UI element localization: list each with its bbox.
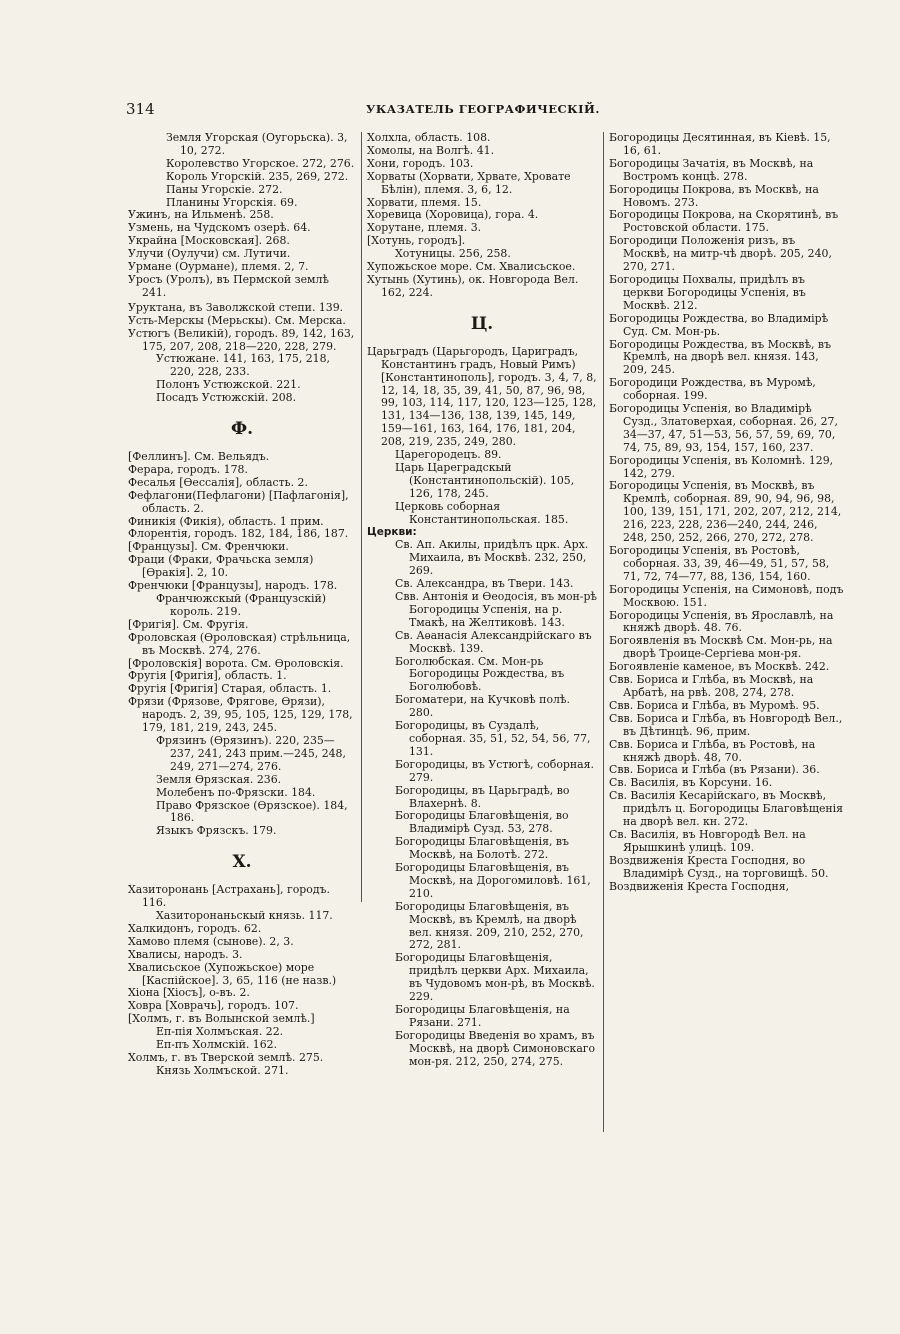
index-entry: Еп-пъ Холмскій. 162. [156,1038,278,1052]
index-entry: Богородици Рождества, въ Муромѣ, соборная. 199. [609,376,816,403]
index-entry: Молебенъ по-Фрязски. 184. [156,785,316,799]
index-entry: Хоревица (Хоровица), гора. 4. [367,208,539,222]
index-entry: Богородицы Зачатія, въ Москвѣ, на Востромъ концѣ. 278. [609,156,814,183]
index-entry: Богородицы Благовѣщенія, во Владимірѣ Сузд. 53, 278. [395,809,569,836]
index-entry: Царь Цареградскый (Константинопольскій). 105, 126, 178, 245. [395,460,575,500]
index-entry: Фесалья [Өессалія], область. 2. [128,475,308,489]
index-entry: Богородицы Успенія, во Владимірѣ Сузд., Златоверхая, соборная. 26, 27, 34—37, 47, 51—53, 56, 57, 59, 69, 70, 74, 75, 89, 93, 154, 157, 160, 237. [609,402,838,454]
index-entry: Уросъ (Уролъ), въ Пермской землѣ 241. [128,272,329,299]
index-entry: Хазиторонаньскый князь. 117. [156,909,333,923]
index-entry: Хорваты (Хорвати, Хрвате, Хровате Бѣлін), племя. 3, 6, 12. [367,169,571,196]
index-entry: Ферара, городъ. 178. [128,462,248,476]
index-entry: Король Угорскій. 235, 269, 272. [166,169,349,183]
index-entry: Холмъ, г. въ Тверской землѣ. 275. [128,1051,324,1064]
index-entry: Богородици Положенія ризъ, въ Москвѣ, на митр-чѣ дворѣ. 205, 240, 270, 271. [609,234,832,274]
index-entry: Св. Александра, въ Твери. 143. [395,577,574,591]
index-entry: Хвалисьское (Хупожьское) море [Каспійское]. 3, 65, 116 (не назв.) [128,960,337,987]
index-entry: Усть-Мерскы (Мерьскы). См. Мерска. [128,313,346,327]
index-entry: Уруктана, въ Заволжской степи. 139. [128,300,344,314]
index-entry: Фефлагони(Пефлагони) [Пафлагонія], область. 2. [128,488,349,515]
index-entry: Хамово племя (сынове). 2, 3. [128,934,294,948]
index-entry: Богородицы Десятинная, въ Кіевѣ. 15, 16, 61. [609,131,831,157]
index-entry: [Хотунь, городъ]. [367,234,466,248]
index-entry: Фругія [Фригія] Старая, область. 1. [128,682,332,696]
index-entry: Богородицы Покрова, въ Москвѣ, на Новомъ. 273. [609,182,819,209]
index-entry: Богородицы Рождества, во Владимірѣ Суд. См. Мон-рь. [609,311,829,338]
index-entry: Св. Аѳанасія Александрійскаго въ Москвѣ. 139. [395,628,592,655]
index-entry: Королевство Угорское. 272, 276. [166,156,355,170]
index-entry: Украйна [Московская]. 268. [128,234,290,248]
index-entry: Урмане (Оурмане), племя. 2, 7. [128,260,309,274]
index-entry: Св. Василія, въ Корсуни. 16. [609,776,773,790]
index-entry: Хомолы, на Волгѣ. 41. [367,143,495,157]
index-entry: Хорутане, племя. 3. [367,221,482,235]
index-entry: [Французы]. См. Френчюки. [128,540,289,554]
section-letter: Х. [232,852,252,873]
index-entry: Богородицы Благовѣщенія, въ Москвѣ, на Дорогомиловѣ. 161, 210. [395,861,591,900]
index-entry: Паны Угорскіе. 272. [166,182,283,196]
index-entry: Свв. Бориса и Глѣба, въ Ростовѣ, на княжѣ дворѣ. 48, 70. [609,737,816,764]
index-entry: Богородицы Благовѣщенія, въ Москвѣ, въ Кремлѣ, на дворѣ вел. князя. 209, 210, 252, 270, 272, 281. [395,899,584,952]
index-entry: Право Фрязское (Өрязское). 184, 186. [156,798,348,825]
index-entry: Устюжане. 141, 163, 175, 218, 220, 228, 233. [156,352,330,379]
index-entry: Халкидонъ, городъ. 62. [128,921,262,935]
section-letter: Ц. [470,313,494,334]
index-entry: Хони, городъ. 103. [367,156,474,170]
index-entry: Посадъ Устюжскій. 208. [156,391,297,405]
index-entry: Полонъ Устюжской. 221. [156,378,301,392]
index-entry: Богоявленія въ Москвѣ См. Мон-рь, на дворѣ Троице-Сергіева мон-ря. [609,634,833,661]
index-entry: Свв. Антонія и Өеодосія, въ мон-рѣ Богородицы Успенія, на р. Тмакѣ, на Желтиковѣ. 143. [395,590,597,629]
column-divider [603,132,604,1132]
section-letter: Ф. [230,419,254,440]
index-entry: Богородицы Рождества, въ Москвѣ, въ Кремлѣ, на дворѣ вел. князя. 143, 209, 245. [609,337,831,377]
index-entry: Фругія [Фригія], область. 1. [128,669,287,683]
index-entry: Хутынь (Хутинь), ок. Новгорода Вел. 162, 224. [367,272,579,299]
index-entry: Св. Ап. Акилы, придѣлъ црк. Арх. Михаила, въ Москвѣ. 232, 250, 269. [395,538,589,578]
index-columns [128,132,842,1302]
index-entry: Боголюбская. См. Мон-рь Богородицы Рождества, въ Боголюбовѣ. [395,654,565,694]
index-entry: [Фригія]. См. Фругія. [128,617,249,631]
column-divider [361,132,362,902]
index-entry: Богородицы Благовѣщенія, на Рязани. 271. [395,1003,570,1029]
index-entry: Царьградъ (Царьгородъ, Цариградъ, Константинъ градъ, Новый Римъ) [Константинополь], городъ. 3, 4, 7, 8, 12, 14, 18, 35, 39, 41, 50, 87, 96, 98, 99, 103, 114, 117, 120, 123—125, 128, 131, 134—136, 138, 139, 145, 149, 159—161, 163, 164, 176, 181, 204, 208, 219, 235, 249, 280. [367,344,597,449]
index-entry: Холхла, область. 108. [367,131,491,144]
running-title: УКАЗАТЕЛЬ ГЕОГРАФИЧЕСКІЙ. [366,102,600,116]
index-entry: Богородицы Введенія во храмъ, въ Москвѣ, на дворѣ Симоновскаго мон-ря. 212, 250, 274, 275. [395,1028,596,1068]
index-entry: Свв. Бориса и Глѣба, въ Муромѣ. 95. [609,698,820,712]
index-entry: Богородицы, въ Устюгѣ, соборная. 279. [395,757,594,784]
index-entry: Богородицы Успенія, въ Ростовѣ, соборная. 33, 39, 46—49, 51, 57, 58, 71, 72, 74—77, 88, 136, 154, 160. [609,544,830,583]
index-entry: Св. Василія, въ Новгородѣ Вел. на Ярышкинѣ улицѣ. 109. [609,827,806,854]
index-entry: Фроловская (Өроловская) стрѣльница, въ Москвѣ. 274, 276. [128,630,351,657]
index-entry: [Фроловскія] ворота. См. Өроловскія. [128,656,344,670]
index-entry: Френчюки [Французы], народъ. 178. [128,579,338,593]
index-entry: Фрязи (Фрязове, Фрягове, Өрязи), народъ. 2, 39, 95, 105, 125, 129, 178, 179, 181, 219, 243, 245. [128,695,353,735]
index-entry: Улучи (Оулучи) см. Лутичи. [128,247,291,261]
index-entry: Планины Угорскія. 69. [166,195,298,209]
index-entry: Земля Угорская (Оугорьска). 3, 10, 272. [166,131,348,157]
index-entry: Свв. Бориса и Глѣба, въ Новгородѣ Вел., въ Дѣтинцѣ. 96, прим. [609,711,843,738]
index-entry: Богоматери, на Кучковѣ полѣ. 280. [395,693,570,720]
index-entry: Узмень, на Чудскомъ озерѣ. 64. [128,221,311,235]
index-entry: Св. Василія Кесарійскаго, въ Москвѣ, придѣлъ ц. Богородицы Благовѣщенія на дворѣ вел. кн. 272. [609,789,844,829]
index-entry: [Феллинъ]. См. Вельядъ. [128,450,270,464]
index-entry: Богородицы Покрова, на Скорятинѣ, въ Ростовской области. 175. [609,208,839,235]
page-header [126,100,826,122]
index-entry: Князь Холмъской. 271. [156,1063,289,1077]
index-entry: Воздвиженія Креста Господня, [609,879,790,893]
index-column-3 [609,132,845,893]
index-column-2 [367,132,597,1069]
index-entry: Ужинъ, на Ильменѣ. 258. [128,208,274,222]
index-entry: Хорвати, племя. 15. [367,195,482,209]
index-entry: Царегородецъ. 89. [395,448,502,462]
index-entry: Фрязинъ (Өрязинъ). 220, 235—237, 241, 243 прим.—245, 248, 249, 271—274, 276. [156,733,346,773]
index-column-1 [128,132,356,1078]
index-entry: Богородицы Благовѣщенія, придѣлъ церкви Арх. Михаила, въ Чудовомъ мон-рѣ, въ Москвѣ. 229. [395,951,595,1004]
index-entry: Хіона [Хіосъ], о-въ. 2. [128,986,250,1000]
index-entry: Хупожьское море. См. Хвалисьское. [367,260,576,274]
index-entry: Устюгъ (Великій), городъ. 89, 142, 163, 175, 207, 208, 218—220, 228, 279. [128,326,355,353]
index-entry: Ховра [Ховрачь], городъ. 107. [128,999,299,1013]
index-entry: Еп-пія Холмъская. 22. [156,1025,284,1039]
index-entry: Богородицы Успенія, въ Москвѣ, въ Кремлѣ, соборная. 89, 90, 94, 96, 98, 100, 139, 151, 171, 202, 207, 212, 214, 216, 223, 228, 236—240, 244, 246, 248, 250, 252, 266, 270, 272, 278. [609,479,842,545]
index-entry: Свв. Бориса и Глѣба (въ Рязани). 36. [609,763,820,777]
index-entry: Языкъ Фрязскъ. 179. [156,824,277,838]
index-entry: Богородицы Успенія, въ Ярославлѣ, на княжѣ дворѣ. 48. 76. [609,608,834,635]
index-entry: Флорентія, городъ. 182, 184, 186, 187. [128,527,349,541]
index-entry: Франчюжскый (Французскій) король. 219. [156,592,327,618]
index-entry: Фраци (Фраки, Фрачьска земля) [Өракія]. 2, 10. [128,553,314,580]
index-entry: Богоявленіе каменое, въ Москвѣ. 242. [609,660,830,674]
index-entry: Богородицы Успенія, на Симоновѣ, подъ Москвою. 151. [609,582,844,609]
index-entry: Свв. Бориса и Глѣба, въ Москвѣ, на Арбатѣ, на рвѣ. 208, 274, 278. [609,673,814,699]
index-entry: Финикія (Фикія), область. 1 прим. [128,514,324,528]
index-entry: Богородицы Успенія, въ Коломнѣ. 129, 142, 279. [609,453,834,480]
index-entry: Хазиторонань [Астрахань], городъ. 116. [128,883,330,910]
index-entry: Богородицы Благовѣщенія, въ Москвѣ, на Болотѣ. 272. [395,835,569,862]
page-number: 314 [126,100,155,118]
index-entry: Земля Өрязская. 236. [156,772,282,786]
index-entry: Хотуницы. 256, 258. [395,247,511,261]
index-entry: Богородицы, въ Суздалѣ, соборная. 35, 51, 52, 54, 56, 77, 131. [395,719,591,758]
index-entry: Богородицы, въ Царьградѣ, во Влахернѣ. 8. [395,783,570,810]
index-entry: Хвалисы, народъ. 3. [128,947,243,961]
index-entry: Богородицы Похвалы, придѣлъ въ церкви Богородицы Успенія, въ Москвѣ. 212. [609,272,806,312]
index-entry: Церковь соборная Константинопольская. 185. [395,499,569,526]
index-heading: Церкви: [367,526,417,539]
index-entry: [Холмъ, г. въ Волынской землѣ.] [128,1012,315,1026]
index-entry: Воздвиженія Креста Господня, во Владимірѣ Сузд., на торговищѣ. 50. [609,853,829,880]
